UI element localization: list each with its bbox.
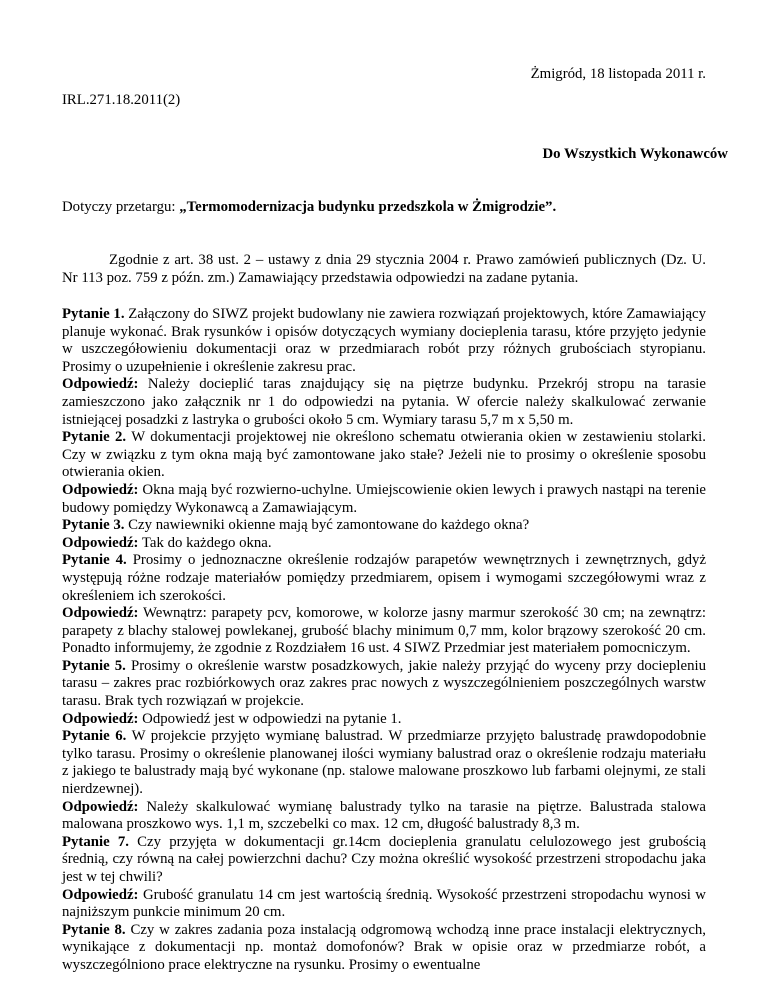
answer-4-label: Odpowiedź:: [62, 605, 139, 622]
answer-1-label: Odpowiedź:: [62, 376, 139, 393]
answer-4: [62, 605, 706, 658]
answer-7-label: Odpowiedź:: [62, 886, 139, 903]
answer-1-text: Należy docieplić taras znajdujący się na piętrze budynku. Przekrój stropu na tarasie zamieszczono jako załącznik nr 1 do odpowiedzi na pytania. W ofercie należy skalkulować zerwanie istniejącej posadzki z lastryka o grubości około 5 cm. Wymiary tarasu 5,7 m x 5,50 m.: [62, 376, 706, 428]
question-8-label: Pytanie 8.: [62, 921, 126, 938]
question-4-label: Pytanie 4.: [62, 552, 127, 569]
question-8-text: Czy w zakres zadania poza instalacją odgromową wchodzą inne prace instalacji elektrycznych, wynikające z dokumentacji np. montaż domofonów? Brak w opisie oraz w przedmiarze robót, a wyszczególniono prace elektryczne na rysunku. Prosimy o ewentualne: [62, 921, 707, 973]
question-2: [62, 429, 706, 482]
question-5-text: Prosimy o określenie warstw posadzkowych, jakie należy przyjąć do wyceny przy dociepleniu tarasu – zakres prac rozbiórkowych oraz zakres prac nowych z wyszczególnieniem poszczególnych warstw tarasu. Brak tych rozwiązań w projekcie.: [62, 657, 706, 710]
answer-7: [62, 887, 706, 922]
answer-4-text: Wewnątrz: parapety pcv, komorowe, w kolorze jasny marmur szerokość 30 cm; na zewnątrz: parapety z blachy stalowej powlekanej, grubość blachy minimum 0,7 mm, kolor brązowy szerokość 20 cm. Ponadto informujemy, że zgodnie z Rozdziałem 16 ust. 4 SIWZ Przedmiar jest materiałem pomocniczym.: [62, 605, 706, 657]
answer-5-label: Odpowiedź:: [62, 710, 139, 727]
answer-2-text: Okna mają być rozwierno-uchylne. Umiejscowienie okien lewych i prawych nastąpi na terenie budowy pomiędzy Wykonawcą a Zamawiającym.: [62, 481, 706, 516]
question-1-label: Pytanie 1.: [62, 306, 125, 322]
answer-5-text: Odpowiedź jest w odpowiedzi na pytanie 1.: [138, 710, 402, 727]
question-6-label: Pytanie 6.: [62, 728, 127, 745]
subject-prefix: Dotyczy przetargu:: [62, 199, 180, 215]
question-2-label: Pytanie 2.: [62, 429, 127, 446]
subject-line: [62, 199, 556, 217]
answer-6-text: Należy skalkulować wymianę balustrady tylko na tarasie na piętrze. Balustrada stalowa malowana proszkowo wys. 1,1 m, szczebelki co max. 12 cm, długość balustrady 8,3 m.: [62, 798, 706, 833]
question-6: [62, 728, 706, 798]
addressee: Do Wszystkich Wykonawców: [542, 146, 728, 162]
answer-7-text: Grubość granulatu 14 cm jest wartością średnią. Wysokość przestrzeni stropodachu wynosi w najniższym punkcie minimum 20 cm.: [62, 886, 706, 921]
answer-3: [62, 535, 706, 553]
answer-5: [62, 711, 706, 729]
question-3-label: Pytanie 3.: [62, 517, 125, 534]
qa-list: [62, 306, 706, 975]
question-3-text: Czy nawiewniki okienne mają być zamontowane do każdego okna?: [124, 517, 530, 534]
question-6-text: W projekcie przyjęto wymianę balustrad. W przedmiarze przyjęto balustradę prawdopodobnie tylko tarasu. Prosimy o określenie planowanej ilości wymiany balustrad oraz o określenie rodzaju materiału z jakiego te balustrady mają być wykonane (np. stalowe malowane proszkowo lub farbami olejnymi, ze stali nierdzewnej).: [62, 728, 707, 798]
question-1-text: Załączony do SIWZ projekt budowlany nie zawiera rozwiązań projektowych, które Zamawiający planuje wykonać. Brak rysunków i opisów dotyczących wymiany docieplenia tarasu, które przyjęto jedynie w uszczegółowieniu dokumentacji oraz w przedmiarach robót przy różnych grubościach styropianu. Prosimy o uzupełnienie i określenie zakresu prac.: [62, 306, 707, 375]
question-2-text: W dokumentacji projektowej nie określono schematu otwierania okien w zestawieniu stolarki. Czy w związku z tym okna mają być zamontowane jako stałe? Jeżeli nie to prosimy o określenie sposobu otwierania okien.: [62, 429, 706, 481]
place-date: Żmigród, 18 listopada 2011 r.: [530, 66, 706, 82]
answer-6: [62, 799, 706, 834]
answer-2-label: Odpowiedź:: [62, 481, 139, 498]
intro-paragraph: [62, 252, 706, 287]
question-7-label: Pytanie 7.: [62, 833, 129, 850]
answer-6-label: Odpowiedź:: [62, 798, 139, 815]
question-8: [62, 922, 706, 975]
subject-title: „Termomodernizacja budynku przedszkola w Żmigrodzie”.: [179, 199, 557, 215]
question-5: [62, 658, 706, 711]
question-7: [62, 834, 706, 887]
reference-number: IRL.271.18.2011(2): [62, 92, 181, 108]
question-4: [62, 552, 706, 605]
question-3: [62, 517, 706, 535]
question-4-text: Prosimy o jednoznaczne określenie rodzajów parapetów wewnętrznych i zewnętrznych, gdyż występują różne rodzaje materiałów pomiędzy przedmiarem, opisem i wymogami szczegółowymi wraz z określeniem ich szerokości.: [62, 552, 707, 604]
answer-3-label: Odpowiedź:: [62, 534, 139, 551]
question-1: [62, 306, 706, 376]
question-7-text: Czy przyjęta w dokumentacji gr.14cm docieplenia granulatu celulozowego jest grubością średnią, czy równą na całej powierzchni dachu? Czy można określić wysokość przestrzeni stropodachu jaka jest w tej chwili?: [62, 833, 707, 885]
intro-text: Zgodnie z art. 38 ust. 2 – ustawy z dnia 29 stycznia 2004 r. Prawo zamówień publicznych (Dz. U. Nr 113 poz. 759 z późn. zm.) Zamawiający przedstawia odpowiedzi na zadane pytania.: [62, 252, 706, 286]
answer-3-text: Tak do każdego okna.: [138, 534, 272, 551]
answer-2: [62, 482, 706, 517]
answer-1: [62, 376, 706, 429]
question-5-label: Pytanie 5.: [62, 657, 126, 674]
